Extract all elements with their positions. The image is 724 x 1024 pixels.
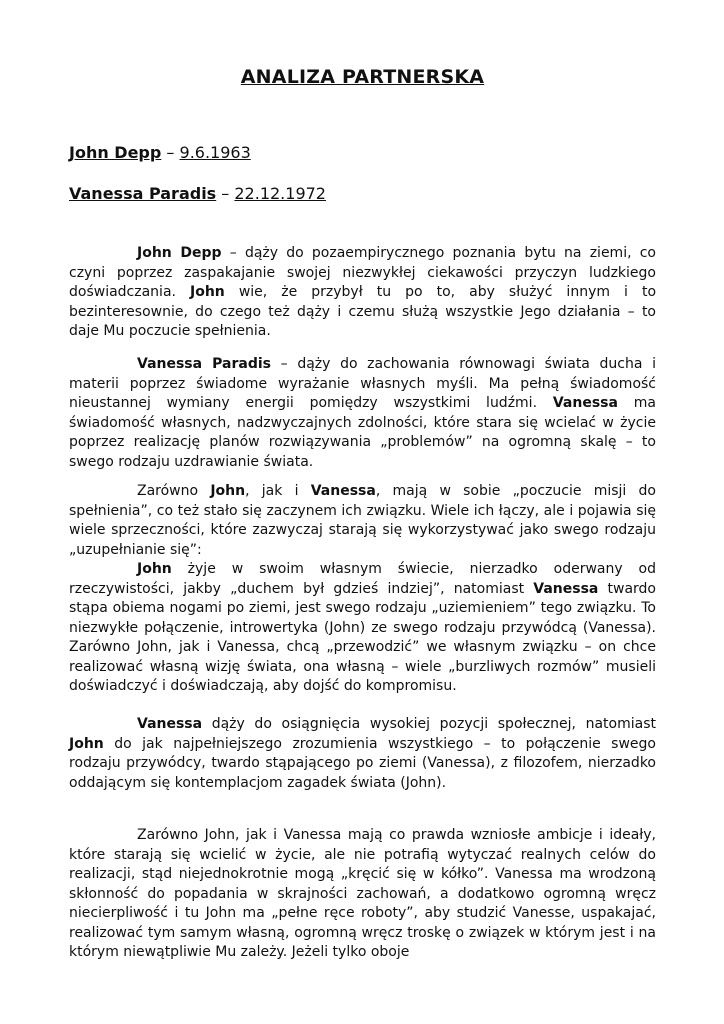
person-separator: – bbox=[216, 184, 235, 203]
paragraph-john-depp: John Depp – dąży do pozaempirycznego poznania bytu na ziemi, co czyni poprzez zaspakajanie swojej niezwykłej ciekawości przyczyn ludzkiego doświadczania. John wie, że przybył tu po to, aby służyć innym i to bezinteresownie, do czego też dąży i czemu służą wszystkie Jego działania – to daje Mu poczucie spełnienia. bbox=[69, 245, 657, 339]
person-vanessa-paradis bbox=[69, 184, 326, 203]
paragraph-ideals: Zarówno John, jak i Vanessa mają co prawda wzniosłe ambicje i ideały, które starają się wcielić w życie, ale nie potrafią wytyczać realnych celów do realizacji, stąd niejednokrotnie mogą „kręcić się w kółko”. Vanessa ma wrodzoną skłonność do popadania w skrajności zachowań, a dodatkowo ogromną wręcz niecierpliwość i tu John ma „pełne ręce roboty”, aby studzić Vanesse, uspakajać, realizować tym samym własną, ogromną wręcz troskę o związek w którym jest i na którym niewątpliwie Mu zależy. Jeżeli tylko oboje bbox=[69, 827, 656, 960]
person-name: Vanessa Paradis bbox=[69, 184, 217, 203]
person-birthdate: 9.6.1963 bbox=[179, 143, 251, 162]
person-separator: – bbox=[161, 143, 180, 162]
paragraph-relationship: Zarówno John, jak i Vanessa, mają w sobie „poczucie misji do spełnienia”, co też stało się zaczynem ich związku. Wiele ich łączy, ale i pojawia się wiele sprzeczności, które zazwyczaj starają się wykorzystywać jako swego rodzaju „uzupełnianie się”: John żyje w swoim własnym świecie, nierzadko oderwany od rzeczywistości, jakby „duchem był gdzieś indziej”, natomiast Vanessa twardo stąpa obiema nogami po ziemi, jest swego rodzaju „uziemieniem” tego związku. To niezwykłe połączenie, introwertyka (John) ze swego rodzaju przywódcą (Vanessa). Zarówno John, jak i Vanessa, chcą „przewodzić” we własnym związku – on chce realizować własną wizję świata, ona własną – wiele „burzliwych rozmów” musieli doświadczyć i doświadczają, aby dojść do kompromisu. bbox=[69, 483, 656, 694]
paragraph-ambitions: Vanessa dąży do osiągnięcia wysokiej pozycji społecznej, natomiast John do jak najpełniejszego zrozumienia wszystkiego – to połączenie swego rodzaju przywódcy, twardo stąpającego po ziemi (Vanessa), z filozofem, nierzadko oddającym się kontemplacjom zagadek świata (John). bbox=[69, 716, 656, 791]
paragraph-vanessa-paradis: Vanessa Paradis – dąży do zachowania równowagi świata ducha i materii poprzez świadome wyrażanie własnych myśli. Ma pełną świadomość nieustannej wymiany energii pomiędzy wszystkimi ludźmi. Vanessa ma świadomość własnych, nadzwyczajnych zdolności, które stara się wcielać w życie poprzez realizację planów rozwiązywania „problemów” na ogromną skalę – to swego rodzaju uzdrawianie świata. bbox=[69, 356, 656, 470]
person-john-depp bbox=[69, 143, 251, 162]
person-name: John Depp bbox=[69, 143, 162, 162]
person-birthdate: 22.12.1972 bbox=[234, 184, 326, 203]
document-title: ANALIZA PARTNERSKA bbox=[240, 66, 485, 88]
